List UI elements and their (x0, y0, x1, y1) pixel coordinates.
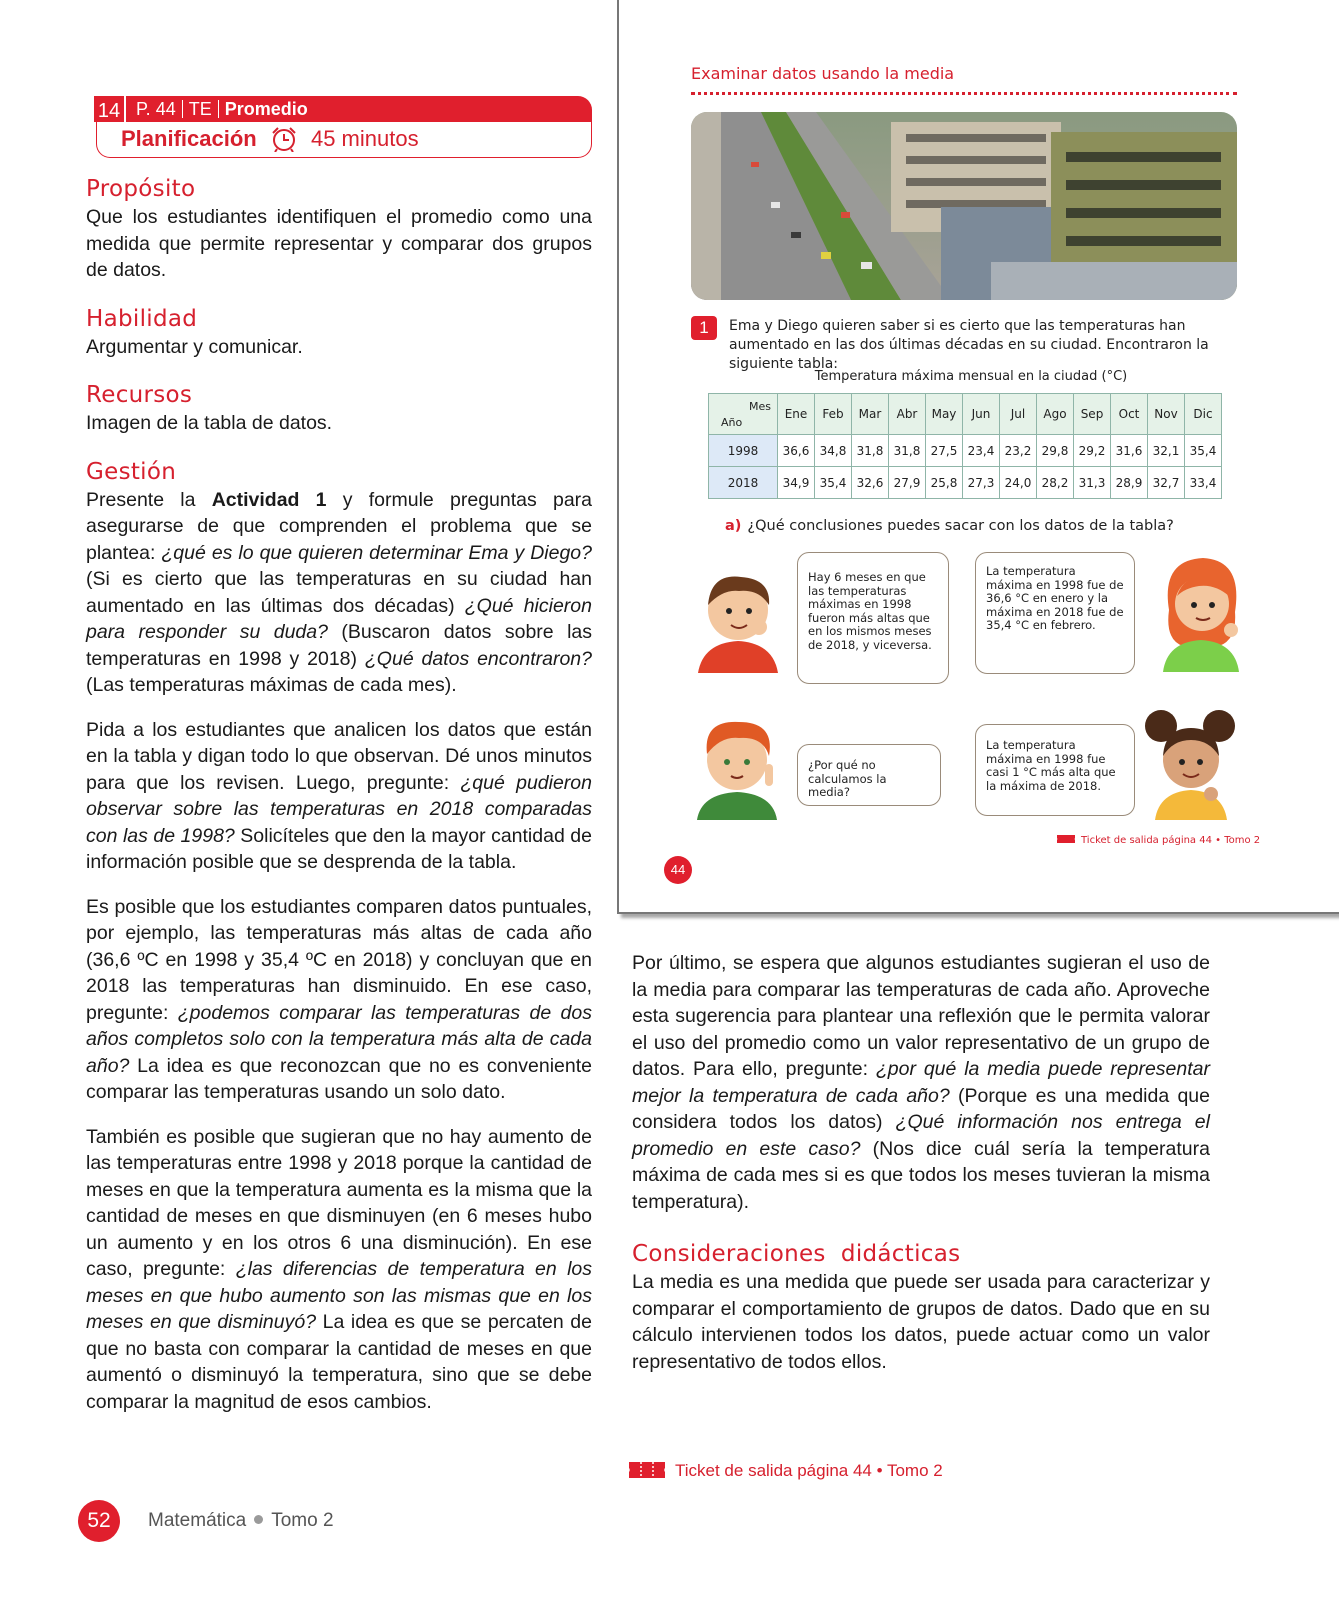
habilidad-title: Habilidad (86, 305, 198, 332)
speech-bubble: ¿Por qué no calculamos la media? (797, 744, 941, 806)
year-cell: 2018 (709, 467, 778, 499)
table-cell: 31,8 (889, 435, 926, 467)
text-run: Pida a los estudiantes que analicen los datos que están en la tabla y digan todo lo que observan. Dé unos minutos para que los revisen. Luego, pregunte: (86, 718, 592, 794)
month-header: Mar (852, 394, 889, 435)
student-page-number: 44 (664, 856, 692, 884)
topic-label: Promedio (224, 99, 308, 119)
text-run: La idea es que se percaten de que no basta con comparar la cantidad de meses en que aumentó o disminuyó la temperatura, sino que se debe comparar la magnitud de esos cambios. (86, 1311, 592, 1413)
alarm-clock-icon (269, 126, 299, 152)
text-run: Solicíteles que den la mayor cantidad de información posible que se desprenda de la tabla. (86, 824, 592, 873)
table-cell: 33,4 (1185, 467, 1222, 499)
month-header: Feb (815, 394, 852, 435)
table-cell: 24,0 (1000, 467, 1037, 499)
table-cell: 35,4 (815, 467, 852, 499)
month-header: Jun (963, 394, 1000, 435)
table-cell: 29,8 (1037, 435, 1074, 467)
text-run: Por último, se espera que algunos estudiantes sugieran el uso de la media para comparar las temperaturas de cada año. Aproveche esta sugerencia para plantear una reflexión que le permita valorar el uso del promedio como un valor representativo de un grupo de datos. Para ello, pregunte: (632, 952, 1210, 1080)
gestion-title: Gestión (86, 458, 177, 485)
text-run: (Porque es una medida que considera todos los datos) (632, 1084, 1210, 1133)
lesson-header (86, 94, 592, 160)
activity-number: 1 (691, 316, 717, 340)
table-cell: 34,9 (778, 467, 815, 499)
right-column (632, 950, 1210, 1375)
recursos-title: Recursos (86, 382, 193, 408)
question-italic: ¿Qué datos encontraron? (364, 647, 592, 670)
table-cell: 31,3 (1074, 467, 1111, 499)
text-run: (Buscaron datos sobre las temperaturas en 1998 y 2018) (86, 621, 592, 670)
student-page-title: Examinar datos usando la media (691, 64, 955, 83)
consideraciones-title: Consideraciones didácticas (632, 1241, 961, 1267)
activity-text: Ema y Diego quieren saber si es cierto que las temperaturas han aumentado en las dos últimas décadas en su ciudad. Encontraron la siguiente tabla: (729, 318, 1209, 372)
month-header: Ene (778, 394, 815, 435)
habilidad-text: Argumentar y comunicar. (86, 335, 303, 358)
question-italic: ¿Qué hicieron para responder su duda? (86, 594, 592, 643)
temperature-table (708, 393, 1222, 499)
speech-bubble: La temperatura máxima en 1998 fue casi 1 °C más alta que la máxima de 2018. (975, 724, 1135, 816)
question-label: a) (725, 518, 742, 534)
month-header: Nov (1148, 394, 1185, 435)
month-header: Oct (1111, 394, 1148, 435)
gestion-paragraph-1 (86, 487, 592, 699)
text-run: (Nos dice cuál sería la temperatura máxima de cada mes si es que todos los meses tuvieran la misma temperatura). (632, 1137, 1210, 1213)
month-header: Sep (1074, 394, 1111, 435)
city-street-photo (691, 112, 1237, 300)
corner-mes: Mes (749, 400, 771, 413)
left-column (86, 94, 592, 1415)
question-italic: ¿podemos comparar las temperaturas de dos años completos solo con la temperatura más alta de cada año? (86, 1001, 592, 1077)
girl-character-icon (1155, 550, 1247, 672)
text-run: (Si es cierto que las temperaturas en su ciudad han aumentado en las últimas dos décadas) (86, 568, 592, 617)
table-cell: 25,8 (926, 467, 963, 499)
question-italic: ¿las diferencias de temperatura en los meses en que hubo aumento son las mismas que en los meses en que disminuyó? (86, 1258, 593, 1333)
table-cell: 35,4 (1185, 435, 1222, 467)
table-cell: 27,9 (889, 467, 926, 499)
text-run: Es posible que los estudiantes comparen datos puntuales, por ejemplo, las temperaturas más altas de cada año (36,6 ºC en 1998 y 35,4 ºC en 2018) y concluyan que en 2018 las temperaturas han disminuido. En ese caso, pregunte: (86, 895, 592, 1024)
table-cell: 32,6 (852, 467, 889, 499)
lesson-header-bar (96, 96, 592, 122)
month-header: Abr (889, 394, 926, 435)
gestion-paragraph-3 (86, 894, 592, 1106)
ticket-icon (1055, 834, 1077, 844)
red-haired-boy-icon (693, 712, 787, 820)
te-label: TE (188, 99, 212, 119)
speech-bubble: La temperatura máxima en 1998 fue de 36,6 °C en enero y la máxima en 2018 fue de 35,4 °C en febrero. (975, 552, 1135, 674)
page-number: 52 (78, 1500, 120, 1542)
planning-row (96, 122, 592, 158)
month-header: May (926, 394, 963, 435)
corner-ano: Año (721, 416, 743, 429)
table-cell: 31,6 (1111, 435, 1148, 467)
table-cell: 28,2 (1037, 467, 1074, 499)
month-header: Dic (1185, 394, 1222, 435)
table-cell: 36,6 (778, 435, 815, 467)
footer-volume: Tomo 2 (271, 1510, 334, 1531)
table-row (709, 467, 1222, 499)
table-corner (709, 394, 778, 435)
table-header-row (709, 394, 1222, 435)
bullet-icon (254, 1515, 263, 1524)
exit-ticket-label (629, 1460, 943, 1481)
dotted-divider (691, 92, 1237, 95)
duration-label: 45 minutos (310, 126, 419, 151)
footer-text (148, 1500, 334, 1542)
question-italic: ¿qué pudieron observar sobre las temperaturas en 2018 comparadas con las de 1998? (86, 771, 592, 847)
question-a (725, 518, 1174, 534)
page-ref: P. 44 (136, 99, 176, 119)
text-run: Presente la (86, 488, 212, 511)
table-cell: 29,2 (1074, 435, 1111, 467)
table-cell: 31,8 (852, 435, 889, 467)
table-cell: 23,4 (963, 435, 1000, 467)
student-ticket-text: Ticket de salida página 44 • Tomo 2 (1081, 835, 1261, 846)
table-caption: Temperatura máxima mensual en la ciudad (°C) (814, 369, 1128, 384)
ticket-icon (629, 1460, 665, 1480)
table-cell: 27,5 (926, 435, 963, 467)
text-run: También es posible que sugieran que no hay aumento de las temperaturas entre 1998 y 2018 porque la cantidad de meses en que la temperatura aumenta es la misma que la cantidad de meses en que disminuyen (en 6 meses hubo un aumento y en los otros 6 una disminución). En ese caso, pregunte: (86, 1125, 592, 1280)
month-header: Jul (1000, 394, 1037, 435)
exit-ticket-text: Ticket de salida página 44 • Tomo 2 (675, 1461, 943, 1480)
text-run: La idea es que reconozcan que no es conveniente comparar las temperaturas usando un solo dato. (86, 1054, 592, 1103)
student-ticket-label (1055, 834, 1260, 846)
table-cell: 32,7 (1148, 467, 1185, 499)
proposito-text: Que los estudiantes identifiquen el promedio como una medida que permite representar y comparar dos grupos de datos. (86, 206, 592, 281)
table-cell: 32,1 (1148, 435, 1185, 467)
gestion-paragraph-2 (86, 717, 592, 876)
table-cell: 28,9 (1111, 467, 1148, 499)
student-page-preview (617, 0, 1339, 914)
activity-ref: Actividad 1 (211, 488, 327, 511)
question-italic: ¿qué es lo que quieren determinar Ema y Diego? (161, 541, 592, 564)
footer-subject: Matemática (148, 1510, 247, 1531)
table-row (709, 435, 1222, 467)
table-cell: 27,3 (963, 467, 1000, 499)
text-run: (Las temperaturas máximas de cada mes). (86, 674, 457, 696)
question-text: ¿Qué conclusiones puedes sacar con los datos de la tabla? (747, 518, 1174, 534)
speech-bubble: Hay 6 meses en que las temperaturas máximas en 1998 fueron más altas que en los mismos meses de 2018, y viceversa. (797, 552, 949, 684)
consideraciones-text: La media es una medida que puede ser usada para caracterizar y comparar el comportamiento de grupos de datos. Dado que en su cálculo intervienen todos los datos, puede actuar como un valor representativo de todos ellos. (632, 1271, 1210, 1373)
proposito-title: Propósito (86, 176, 196, 202)
lesson-number: 14 (92, 94, 126, 124)
curly-haired-girl-icon (1141, 706, 1239, 820)
gestion-paragraph-4 (86, 1124, 592, 1416)
boy-character-icon (693, 565, 783, 673)
planning-label: Planificación (121, 126, 257, 151)
recursos-text: Imagen de la tabla de datos. (86, 412, 333, 434)
text-run: y formule preguntas para asegurarse de que comprenden el problema que se plantea: (86, 488, 592, 564)
year-cell: 1998 (709, 435, 778, 467)
table-cell: 34,8 (815, 435, 852, 467)
question-italic: ¿por qué la media puede representar mejor la temperatura de cada año? (632, 1058, 1211, 1107)
right-paragraph-1 (632, 950, 1210, 1215)
question-italic: ¿Qué información nos entrega el promedio en este caso? (632, 1111, 1210, 1160)
month-header: Ago (1037, 394, 1074, 435)
table-cell: 23,2 (1000, 435, 1037, 467)
page-footer (78, 1500, 334, 1542)
